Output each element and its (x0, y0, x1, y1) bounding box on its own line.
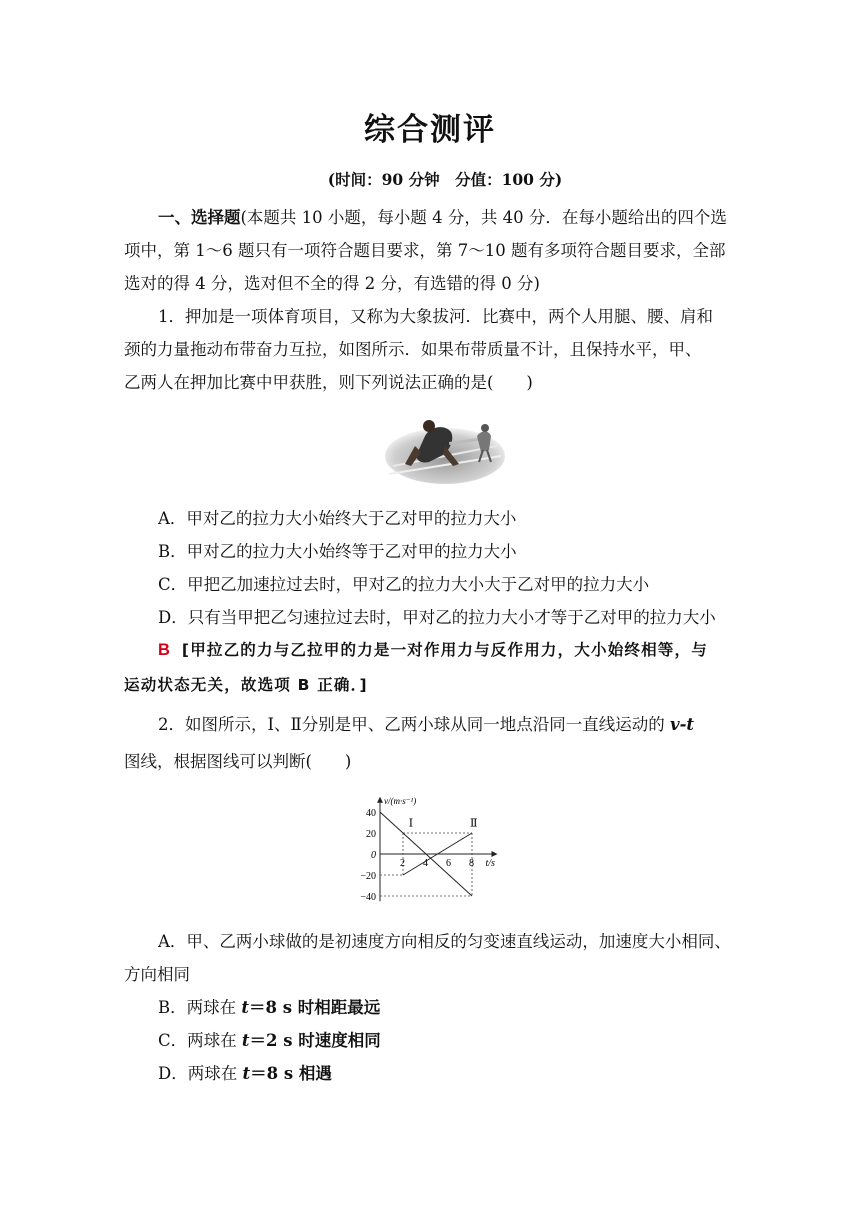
q1-option-c: C．甲把乙加速拉过去时，甲对乙的拉力大小大于乙对甲的拉力大小 (158, 575, 650, 594)
q1-stem-line-2: 颈的力量拖动布带奋力互拉，如图所示．如果布带质量不计，且保持水平，甲、 (124, 340, 702, 359)
y-axis-arrow (377, 797, 383, 803)
q1-stem-line-1: 1．押加是一项体育项目，又称为大象拔河．比赛中，两个人用腿、腰、肩和 (158, 307, 713, 326)
x-tick-label: 6 (446, 858, 451, 869)
section-intro-line-3: 选对的得 4 分，选对但不全的得 2 分，有选错的得 0 分) (124, 274, 540, 293)
vt-chart (340, 782, 560, 912)
x-tick-label: 2 (400, 858, 405, 869)
series-label-2: Ⅱ (470, 817, 478, 830)
exam-meta: (时间：90 分钟 分值：100 分) (327, 170, 563, 189)
x-tick-label: 4 (423, 858, 428, 869)
q2-stem-line-2: 图线，根据图线可以判断( ) (124, 752, 352, 771)
series-label-1: Ⅰ (408, 817, 414, 830)
vt-symbol: v-t (669, 715, 695, 734)
x-axis-arrow (492, 851, 498, 857)
section-heading: 一、选择题 (158, 208, 241, 227)
y-axis-label: v/(m·s⁻¹) (384, 795, 417, 806)
y-tick-label: 40 (366, 808, 376, 819)
section-intro-line-2: 项中，第 1～6 题只有一项符合题目要求，第 7～10 题有多项符合题目要求，全部 (124, 241, 726, 260)
y-tick-label: 20 (366, 829, 376, 840)
q2-option-a-line-1: A．甲、乙两小球做的是初速度方向相反的匀变速直线运动，加速度大小相同、 (158, 932, 731, 951)
y-tick-label: 0 (371, 850, 376, 861)
q2-stem-line-1: 2．如图所示，Ⅰ、Ⅱ分别是甲、乙两小球从同一地点沿同一直线运动的 v-t (158, 715, 695, 734)
q1-option-a: A．甲对乙的拉力大小始终大于乙对甲的拉力大小 (158, 509, 517, 528)
tug-of-war-photo (385, 406, 505, 484)
y-tick-label: −40 (360, 892, 376, 903)
q1-option-b: B．甲对乙的拉力大小始终等于乙对甲的拉力大小 (158, 542, 517, 561)
q1-answer-line-2: 运动状态无关，故选项 B 正确．] (124, 676, 368, 694)
q2-option-c: C．两球在 t＝2 s 时速度相同 (158, 1031, 381, 1050)
section-intro-line-1: 一、选择题(本题共 10 小题，每小题 4 分，共 40 分．在每小题给出的四个选 (158, 208, 727, 227)
q1-answer-line-1: B [甲拉乙的力与乙拉甲的力是一对作用力与反作用力，大小始终相等，与 (158, 641, 708, 659)
page-title: 综合测评 (364, 112, 496, 148)
q1-answer-key: B (158, 641, 170, 659)
x-axis-label: t/s (485, 858, 495, 869)
q1-stem-line-3: 乙两人在押加比赛中甲获胜，则下列说法正确的是( ) (124, 373, 533, 392)
x-tick-label: 8 (469, 858, 474, 869)
q2-option-d: D．两球在 t＝8 s 相遇 (158, 1064, 332, 1083)
q1-option-d: D．只有当甲把乙匀速拉过去时，甲对乙的拉力大小才等于乙对甲的拉力大小 (158, 608, 716, 627)
q2-option-a-line-2: 方向相同 (124, 965, 190, 984)
y-tick-label: −20 (360, 871, 376, 882)
q2-option-b: B．两球在 t＝8 s 时相距最远 (158, 998, 381, 1017)
